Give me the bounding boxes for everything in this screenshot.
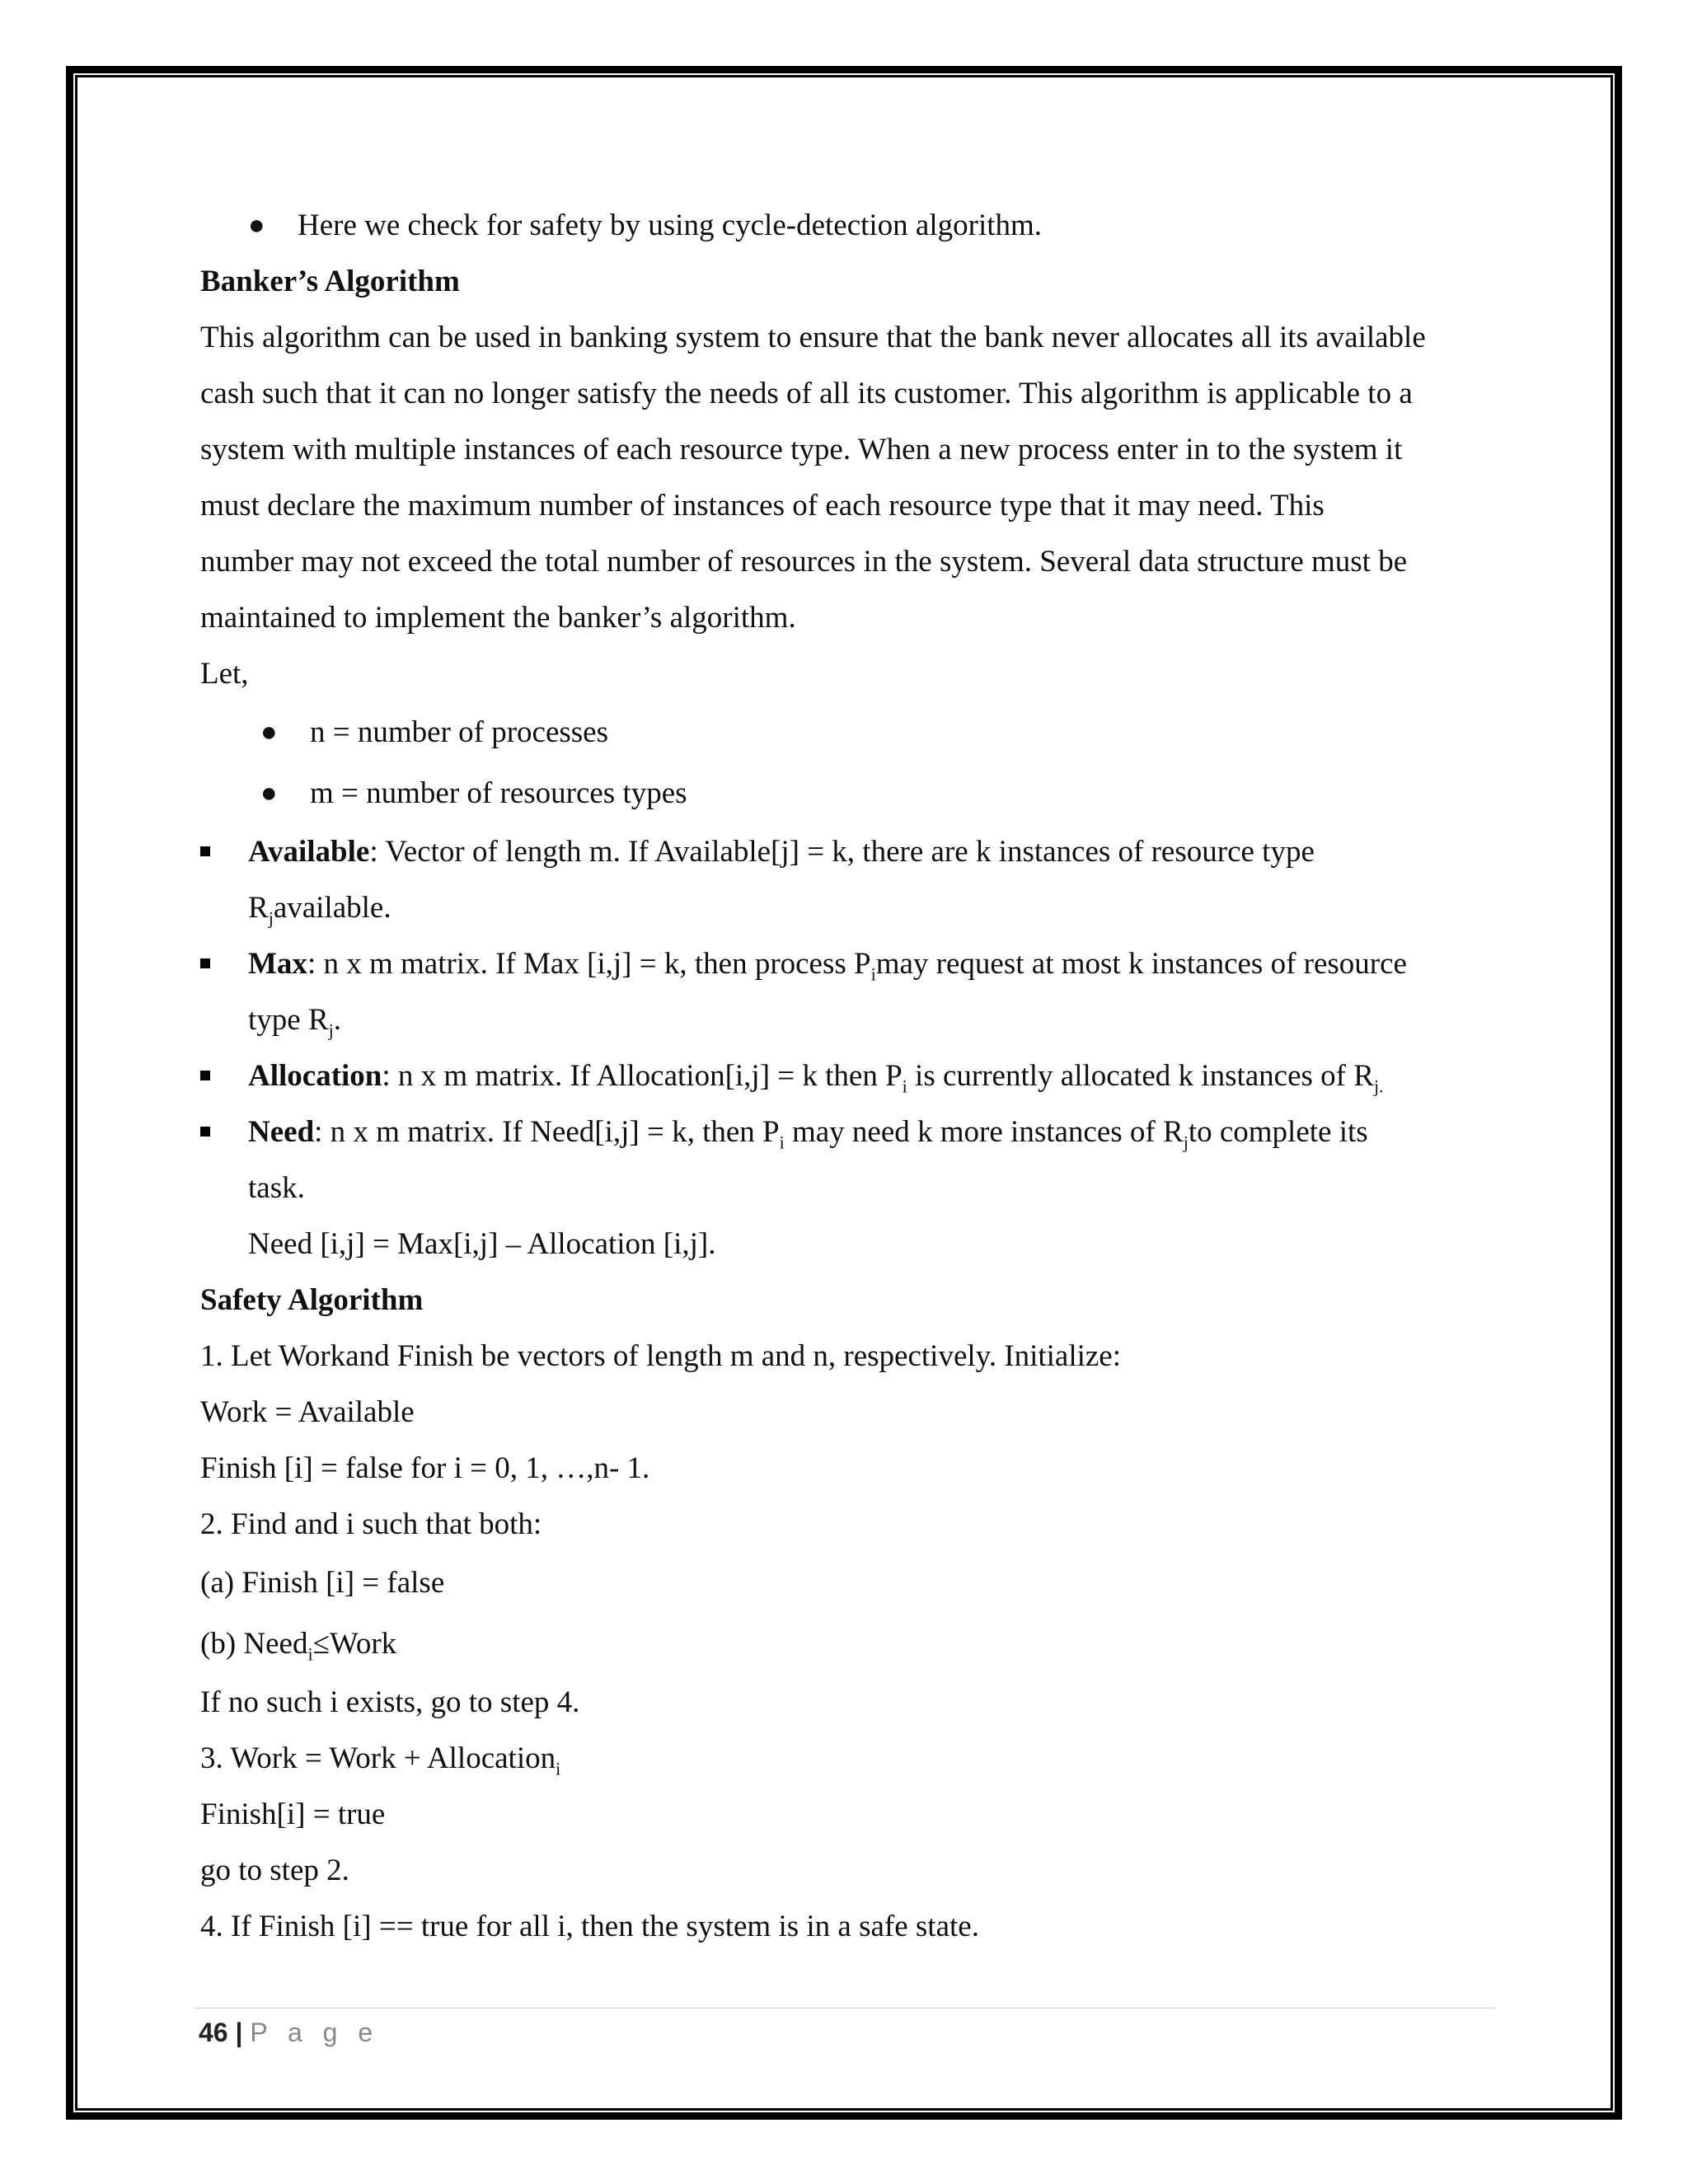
square-bullet-icon — [200, 958, 210, 968]
allocation-desc-tail: is currently allocated k instances of R — [907, 1059, 1374, 1093]
max-item — [200, 936, 1503, 992]
var-bullet-m — [200, 763, 1503, 824]
bankers-para-line-6: maintained to implement the banker’s algorithm. — [200, 601, 796, 635]
cond-b-sub: i — [307, 1643, 313, 1665]
page-content — [200, 198, 1503, 1955]
need-formula: Need [i,j] = Max[i,j] – Allocation [i,j]. — [248, 1227, 716, 1261]
safety-no-such: If no such i exists, go to step 4. — [200, 1685, 580, 1719]
max-sub: i — [870, 963, 876, 985]
safety-step-3 — [200, 1731, 1503, 1787]
max-line-2 — [200, 992, 1503, 1048]
safety-cond-b — [200, 1614, 1503, 1675]
safety-work-init: Work = Available — [200, 1395, 415, 1429]
bullet-dot-icon: ● — [260, 778, 278, 808]
var-n-text: n = number of processes — [310, 715, 608, 749]
max-type-tail: . — [333, 1003, 342, 1037]
need-sub-1: i — [779, 1132, 785, 1153]
allocation-sub-2: j. — [1373, 1076, 1384, 1097]
intro-bullet-text: Here we check for safety by using cycle-detection algorithm. — [298, 209, 1043, 242]
square-bullet-icon — [200, 1071, 210, 1080]
available-line-2 — [200, 880, 1503, 936]
bullet-dot-icon: ● — [260, 717, 278, 748]
max-desc: : n x m matrix. If Max [i,j] = k, then process P — [307, 947, 871, 981]
max-term: Max — [248, 947, 307, 981]
available-desc: : Vector of length m. If Available[j] = k, there are k instances of resource type — [369, 835, 1315, 869]
allocation-item — [200, 1048, 1503, 1104]
bankers-para-line-3: system with multiple instances of each resource type. When a new process enter in to the system it — [200, 433, 1403, 466]
step-3-sub: i — [556, 1758, 561, 1779]
let-label: Let, — [200, 657, 249, 691]
safety-goto-2: go to step 2. — [200, 1854, 349, 1887]
available-sub: j — [268, 907, 274, 929]
safety-cond-a: (a) Finish [i] = false — [200, 1566, 445, 1600]
need-term: Need — [248, 1115, 315, 1149]
page-label: P a g e — [250, 2018, 380, 2047]
cond-b-work: ≤Work — [312, 1627, 397, 1661]
bankers-para-line-1: This algorithm can be used in banking system to ensure that the bank never allocates all its available — [200, 321, 1426, 354]
step-3-text: 3. Work = Work + Allocation — [200, 1741, 556, 1775]
available-r: R — [248, 891, 269, 925]
safety-step-4: 4. If Finish [i] == true for all i, then the system is in a safe state. — [200, 1910, 979, 1943]
safety-step-2: 2. Find and i such that both: — [200, 1507, 542, 1541]
allocation-desc: : n x m matrix. If Allocation[i,j] = k then P — [382, 1059, 903, 1093]
need-desc-mid: may need k more instances of R — [784, 1115, 1184, 1149]
max-type: type R — [248, 1003, 329, 1037]
bankers-para-line-5: number may not exceed the total number of resources in the system. Several data structure must be — [200, 545, 1408, 579]
bullet-dot-icon: ● — [248, 210, 265, 241]
safety-finish-true: Finish[i] = true — [200, 1797, 386, 1831]
available-term: Available — [248, 835, 370, 869]
page-number: 46 — [199, 2018, 228, 2047]
safety-step-1: 1. Let Workand Finish be vectors of length m and n, respectively. Initialize: — [200, 1339, 1122, 1373]
var-m-text: m = number of resources types — [310, 776, 687, 810]
need-desc: : n x m matrix. If Need[i,j] = k, then P — [314, 1115, 780, 1149]
safety-heading: Safety Algorithm — [200, 1283, 424, 1317]
max-desc-tail: may request at most k instances of resource — [875, 947, 1407, 981]
max-type-sub: j — [328, 1019, 334, 1041]
square-bullet-icon — [200, 1127, 210, 1137]
intro-bullet — [200, 198, 1503, 254]
allocation-sub-1: i — [902, 1076, 907, 1097]
need-desc-tail: to complete its — [1188, 1115, 1368, 1149]
square-bullet-icon — [200, 846, 210, 856]
bankers-para-line-2: cash such that it can no longer satisfy the needs of all its customer. This algorithm is applicable to a — [200, 377, 1413, 410]
var-bullet-n — [200, 702, 1503, 763]
footer-separator: | — [235, 2018, 243, 2047]
available-item — [200, 824, 1503, 880]
cond-b-need: (b) Need — [200, 1627, 308, 1661]
bankers-heading: Banker’s Algorithm — [200, 265, 460, 298]
need-item — [200, 1104, 1503, 1160]
safety-finish-init: Finish [i] = false for i = 0, 1, …,n- 1. — [200, 1451, 650, 1485]
need-sub-2: j — [1183, 1132, 1189, 1153]
bankers-para-line-4: must declare the maximum number of instances of each resource type that it may need. This — [200, 489, 1325, 523]
available-tail: available. — [273, 891, 392, 925]
need-line-2: task. — [248, 1171, 305, 1205]
allocation-term: Allocation — [248, 1059, 382, 1093]
page-footer — [199, 2013, 379, 2052]
